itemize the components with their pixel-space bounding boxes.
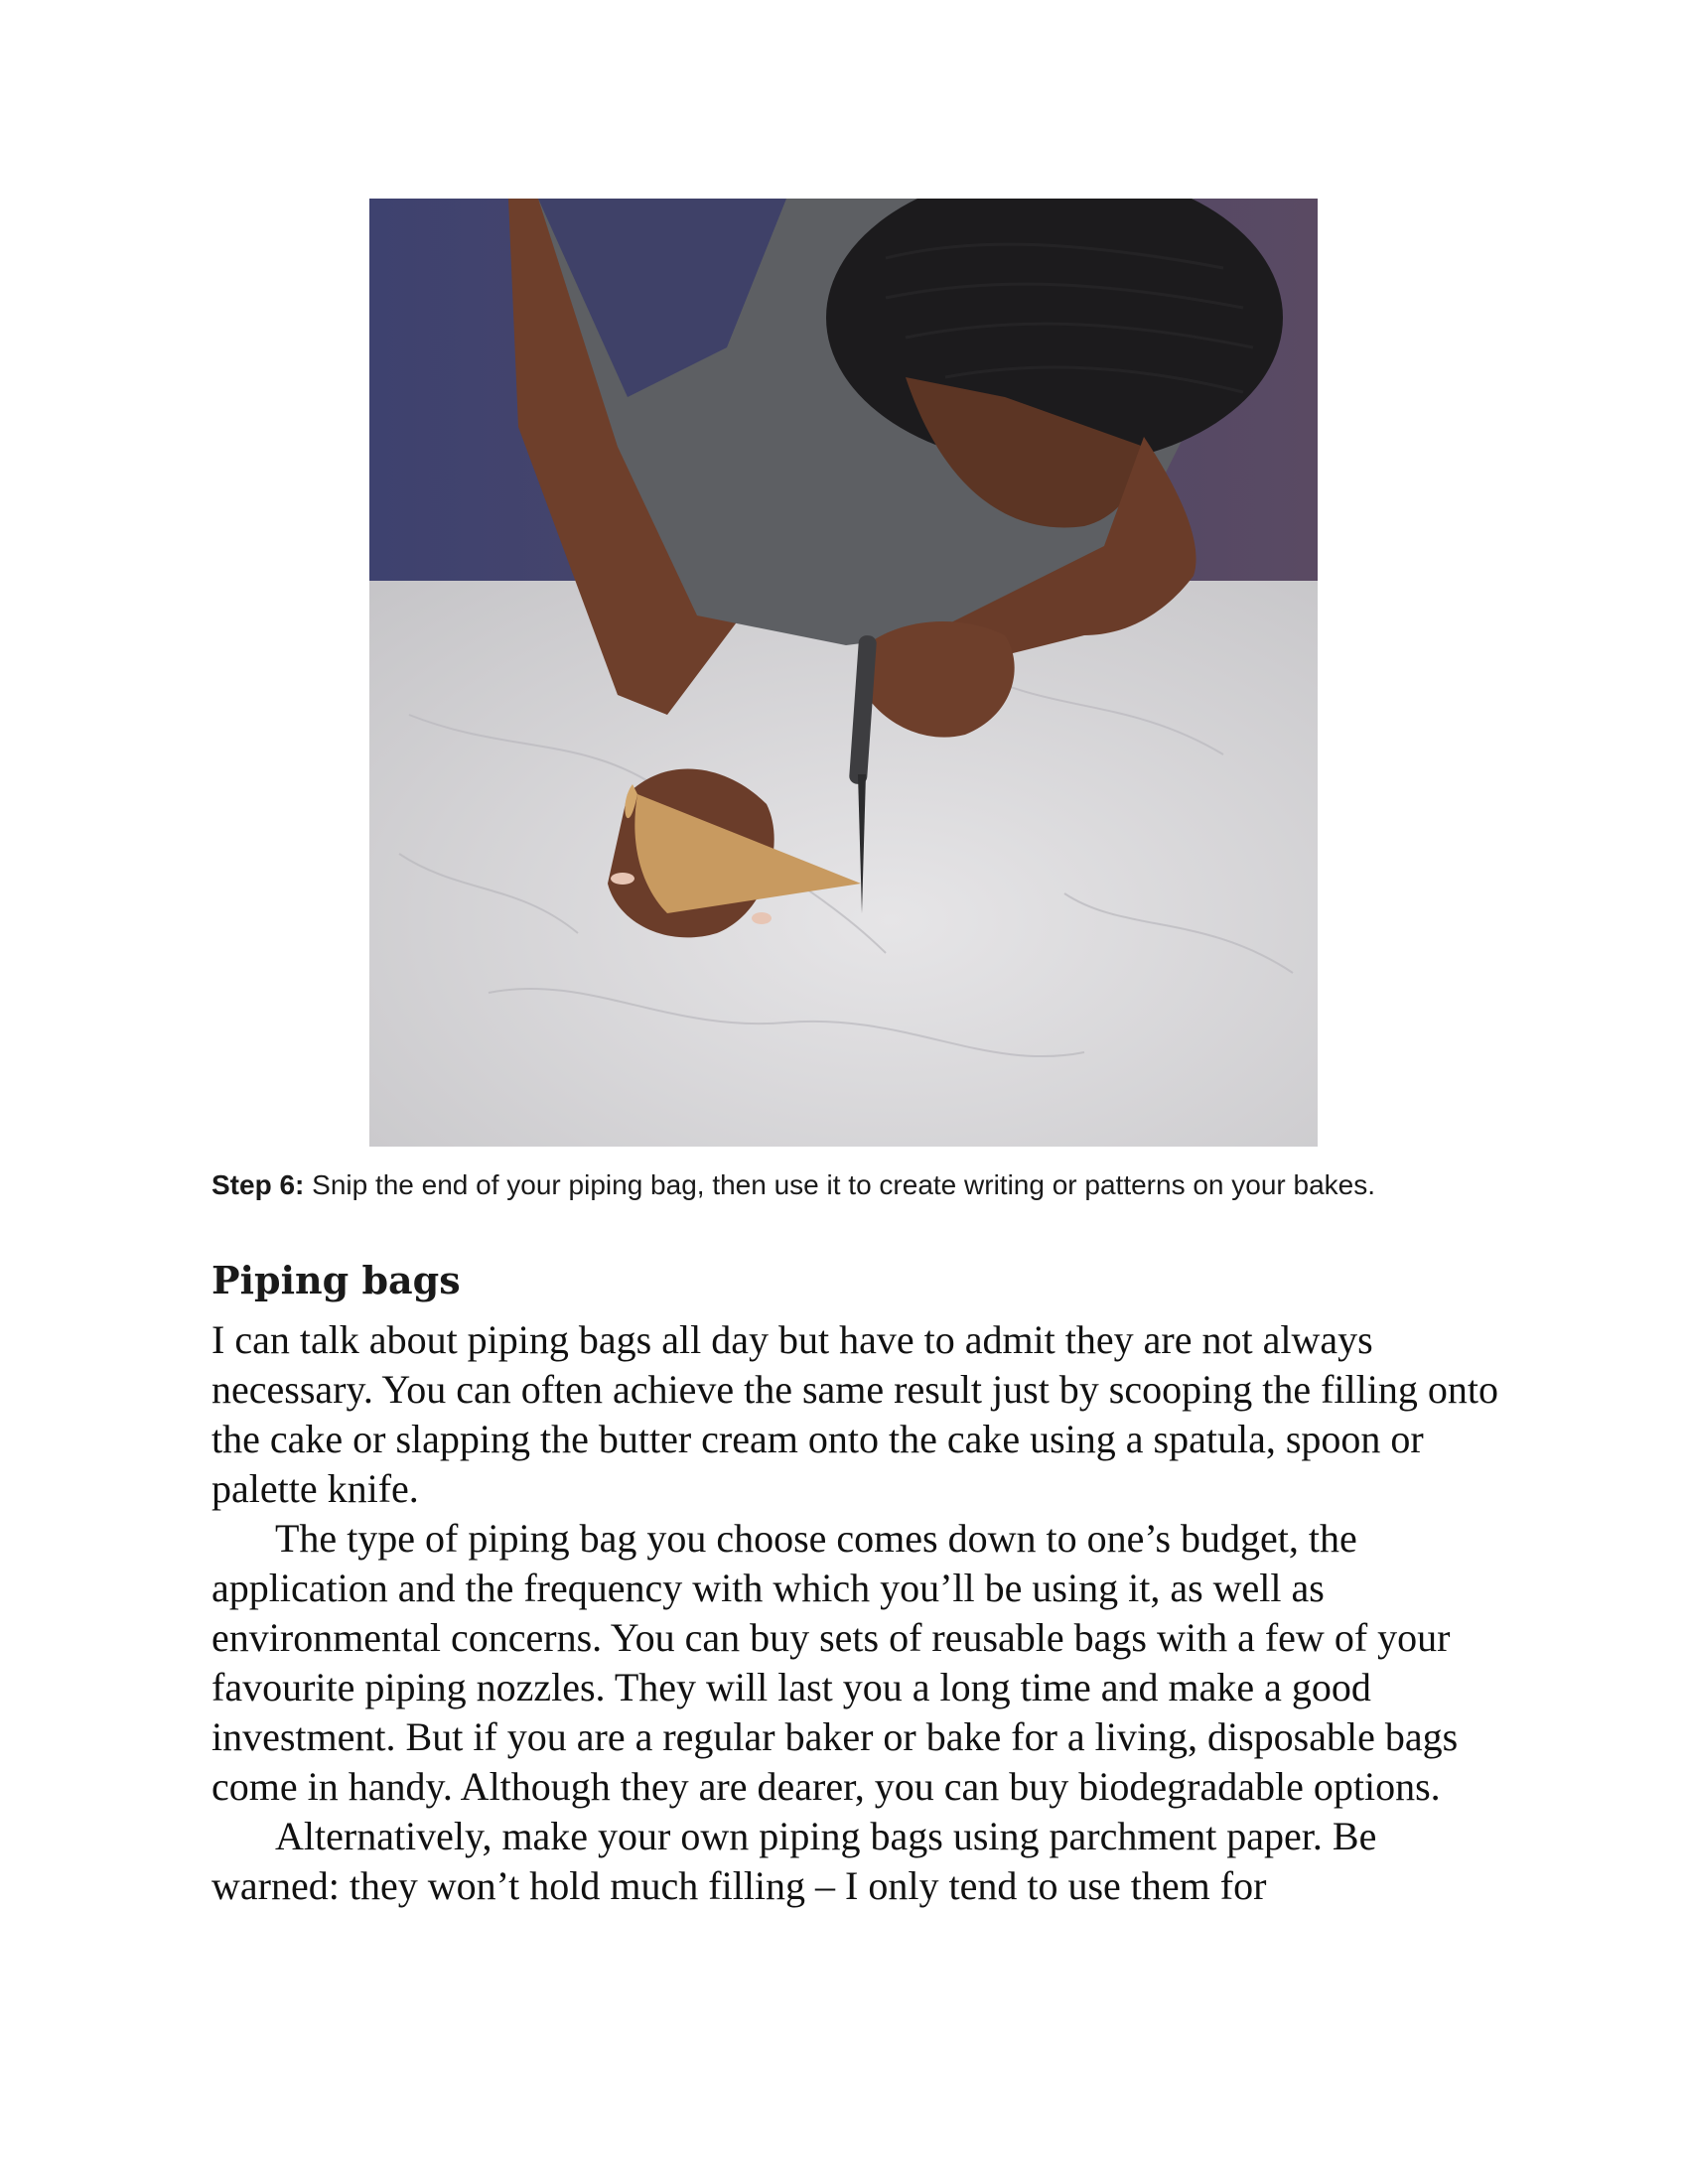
fingernail	[752, 912, 772, 924]
paragraph: I can talk about piping bags all day but have to admit they are not always necessary. You can often achieve the same result just by scooping the filling onto the cake or slapping the butter cream onto the cake using a spatula, spoon or palette knife.	[211, 1317, 1498, 1511]
step-6-photo	[369, 199, 1318, 1147]
paragraph: The type of piping bag you choose comes down to one’s budget, the application and the frequency with which you’ll be using it, as well as environmental concerns. You can buy sets of reusable bags with a few of your favourite piping nozzles. They will last you a long time and make a good investment. But if you are a regular baker or bake for a living, disposable bags come in handy. Although they are dearer, you can buy biodegradable options.	[211, 1516, 1459, 1809]
caption-text: Snip the end of your piping bag, then use it to create writing or patterns on your bakes.	[304, 1169, 1376, 1200]
caption-label: Step 6:	[211, 1169, 305, 1200]
paragraph: Alternatively, make your own piping bags using parchment paper. Be warned: they won’t hold much filling – I only tend to use them for	[211, 1814, 1377, 1908]
marble-counter	[369, 581, 1318, 1147]
fingernail	[611, 873, 634, 885]
body-text	[211, 1315, 1502, 1911]
section-heading: Piping bags	[211, 1258, 461, 1302]
photo-illustration	[369, 199, 1318, 1147]
figure-caption	[211, 1165, 1502, 1205]
